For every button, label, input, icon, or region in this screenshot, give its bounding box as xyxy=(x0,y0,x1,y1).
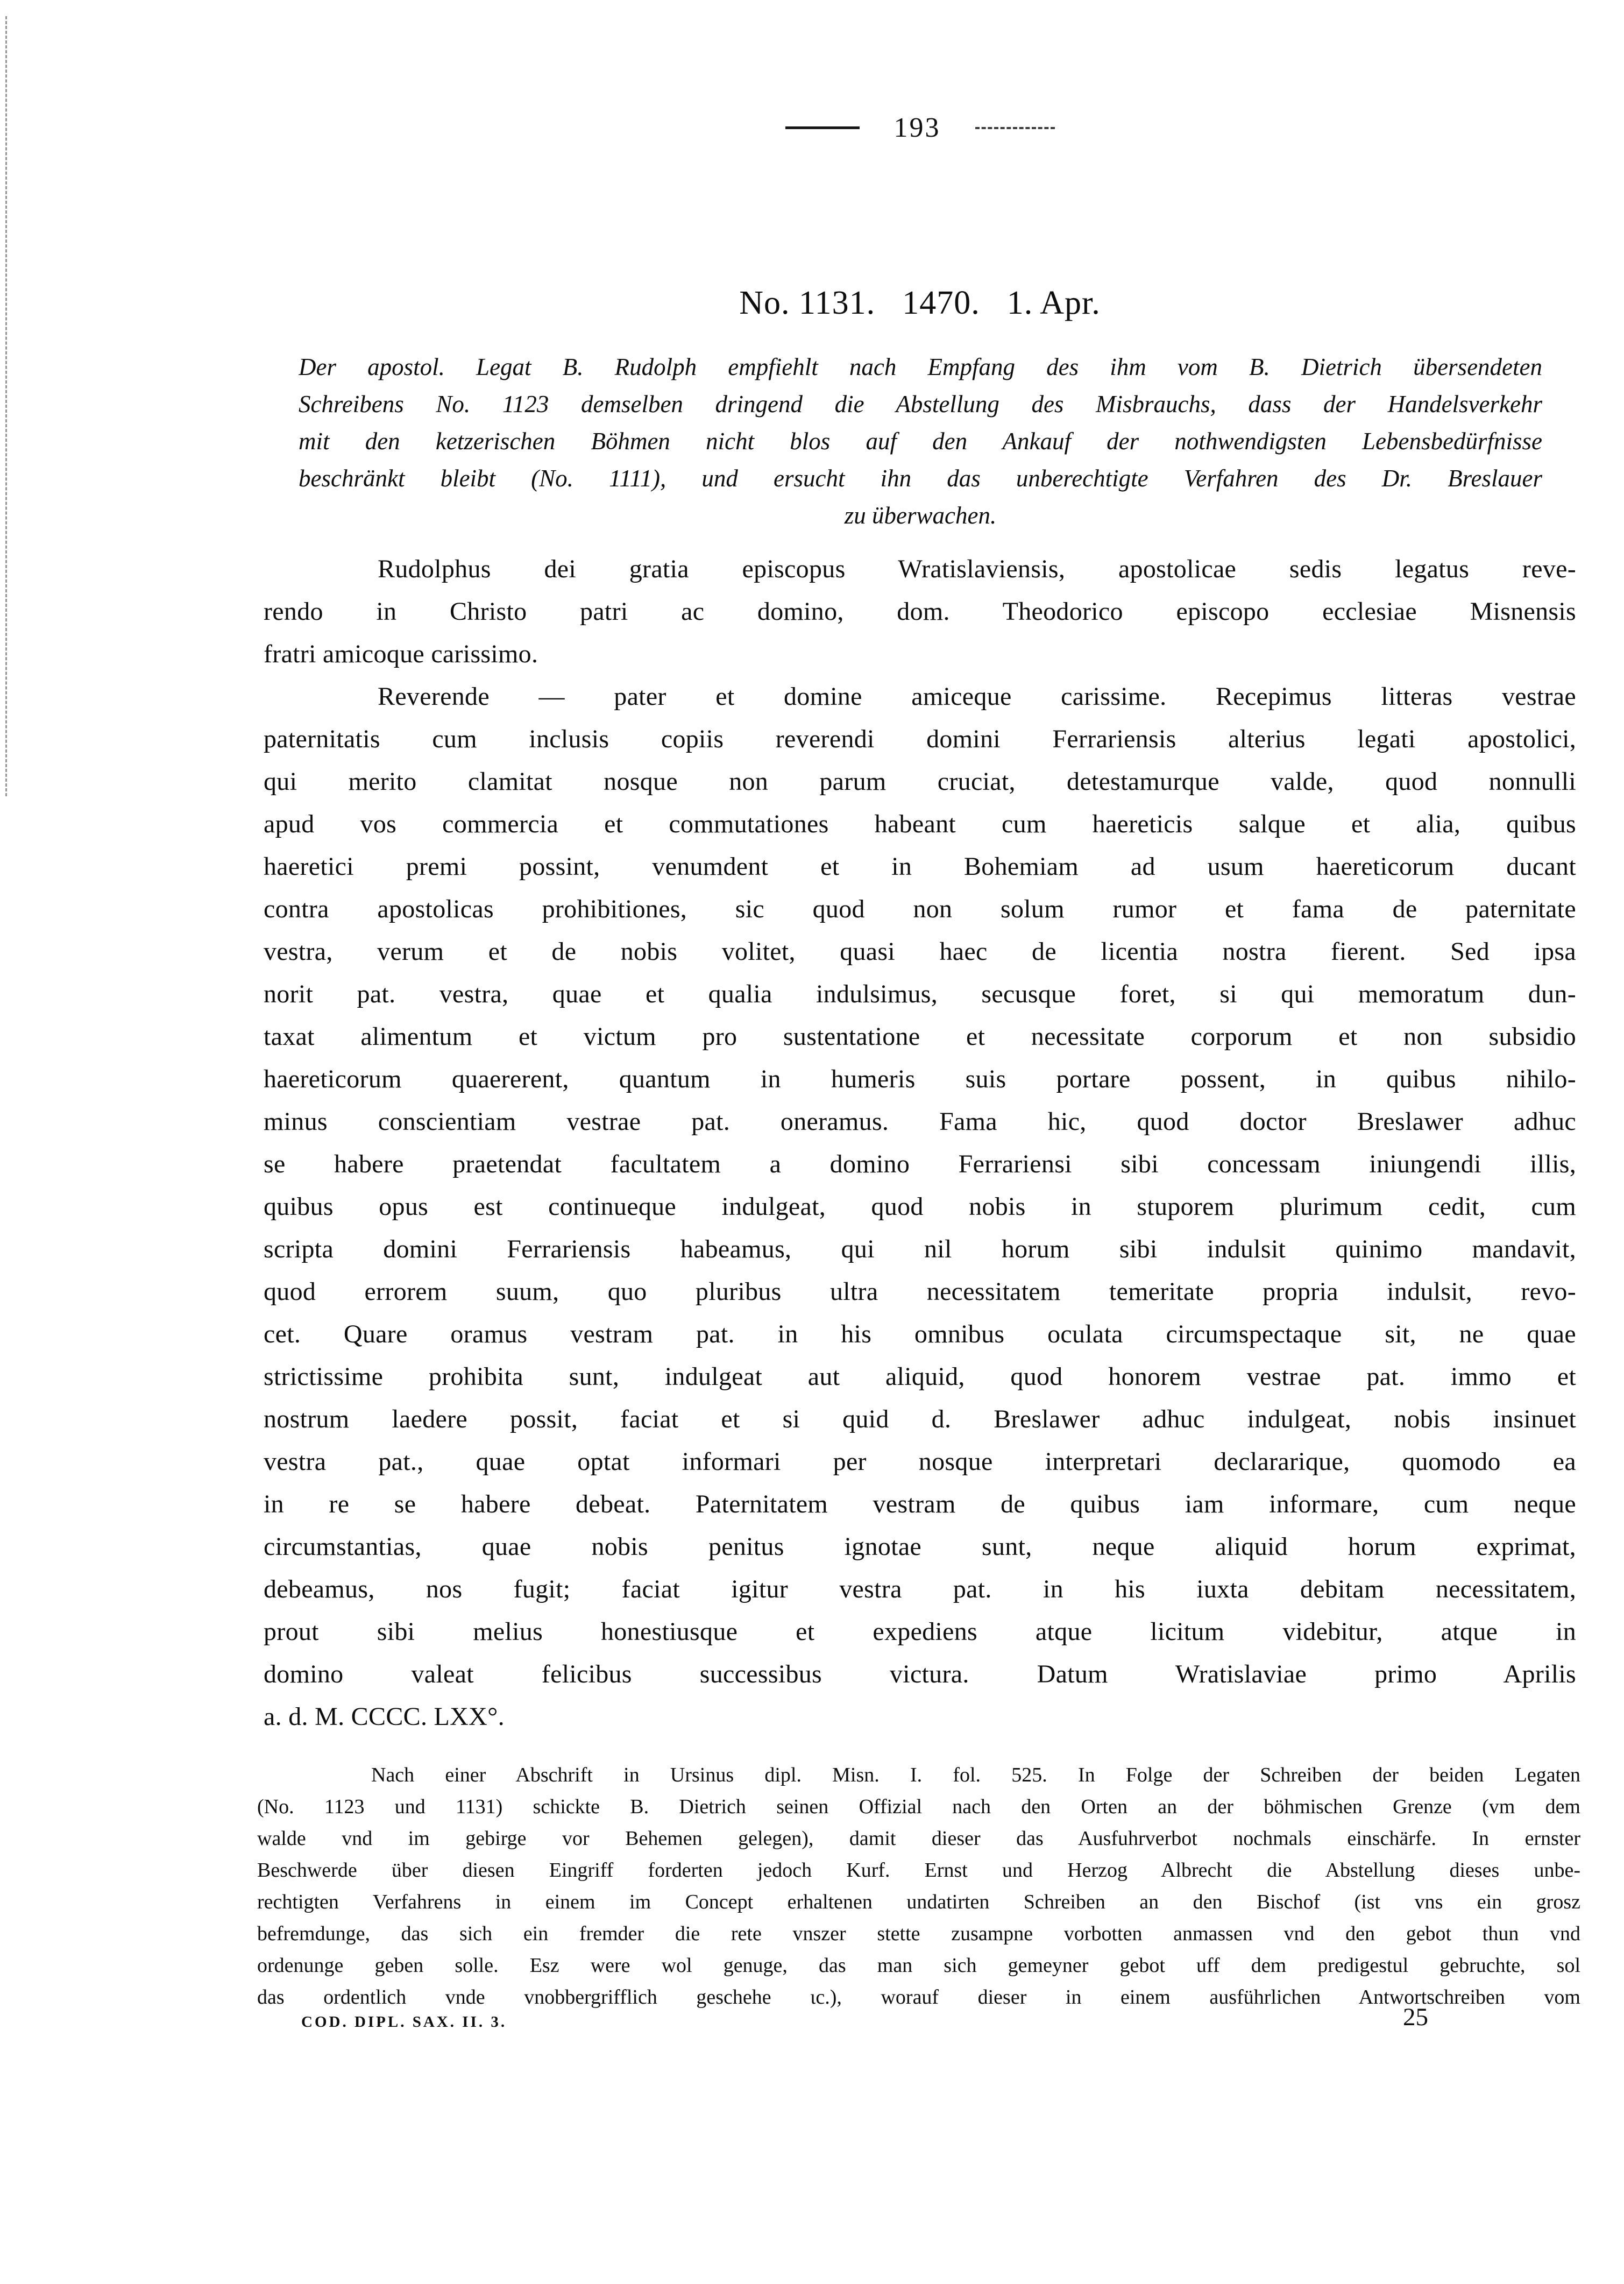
body-line: minus conscientiam vestrae pat. oneramus. Fama hic, quod doctor Breslawer adhuc xyxy=(264,1107,1576,1136)
body-line: paternitatis cum inclusis copiis reverendi domini Ferrariensis alterius legati apostolici, xyxy=(264,725,1576,753)
footnote xyxy=(257,1759,1580,2013)
summary-line: zu überwachen. xyxy=(844,502,997,529)
summary-line: beschränkt bleibt (No. 1111), und ersucht ihn das unberechtigte Verfahren des Dr. Breslauer xyxy=(299,465,1542,492)
body-line: qui merito clamitat nosque non parum cruciat, detestamurque valde, quod nonnulli xyxy=(264,767,1576,796)
body-line: strictissime prohibita sunt, indulgeat aut aliquid, quod honorem vestrae pat. immo et xyxy=(264,1362,1576,1391)
body-line: nostrum laedere possit, faciat et si quid d. Breslawer adhuc indulgeat, nobis insinuet xyxy=(264,1405,1576,1433)
footnote-line: Nach einer Abschrift in Ursinus dipl. Misn. I. fol. 525. In Folge der Schreiben der beiden Legaten xyxy=(371,1764,1580,1786)
page-number: 193 xyxy=(893,112,941,143)
body-line: Rudolphus dei gratia episcopus Wratislaviensis, apostolicae sedis legatus reve- xyxy=(378,555,1576,583)
latin-letter-text xyxy=(264,548,1576,1738)
footnote-line: das ordentlich vnde vnobbergrifflich geschehe ɩc.), worauf dieser in einem ausführlichen Antwortschreiben vom xyxy=(257,1986,1580,2009)
footnote-line: ordenunge geben solle. Esz were wol genuge, das man sich gemeyner gebot uff dem predigestul gebruchte, sol xyxy=(257,1954,1580,1977)
document-number: No. 1131. xyxy=(739,285,876,321)
summary-line: Schreibens No. 1123 demselben dringend die Abstellung des Misbrauchs, dass der Handelsverkehr xyxy=(299,391,1542,418)
footnote-line: walde vnd im gebirge vor Behemen gelegen), damit dieser das Ausfuhrverbot nochmals einschärfe. In ernster xyxy=(257,1827,1580,1850)
summary-regest xyxy=(299,349,1542,534)
body-line: in re se habere debeat. Paternitatem vestram de quibus iam informare, cum neque xyxy=(264,1490,1576,1518)
body-line: scripta domini Ferrariensis habeamus, qui nil horum sibi indulsit quinimo mandavit, xyxy=(264,1235,1576,1263)
body-line: quod errorem suum, quo pluribus ultra necessitatem temeritate propria indulsit, revo- xyxy=(264,1277,1576,1306)
footnote-line: Beschwerde über diesen Eingriff forderten jedoch Kurf. Ernst und Herzog Albrecht die Abstellung dieses unbe- xyxy=(257,1859,1580,1882)
scan-artifact-left-edge xyxy=(5,16,7,796)
footnote-line: befremdunge, das sich ein fremder die rete vnszer stette zusampne vorbotten anmassen vnd den gebot thun vnd xyxy=(257,1922,1580,1945)
body-line: rendo in Christo patri ac domino, dom. Theodorico episcopo ecclesiae Misnensis xyxy=(264,597,1576,626)
document-year: 1470. xyxy=(902,285,980,321)
body-line: prout sibi melius honestiusque et expediens atque licitum videbitur, atque in xyxy=(264,1617,1576,1646)
body-line: fratri amicoque carissimo. xyxy=(264,640,538,668)
header-rule-right xyxy=(975,127,1055,129)
body-line: contra apostolicas prohibitiones, sic quod non solum rumor et fama de paternitate xyxy=(264,895,1576,923)
body-line: debeamus, nos fugit; faciat igitur vestra pat. in his iuxta debitam necessitatem, xyxy=(264,1575,1576,1603)
page-header xyxy=(264,112,1576,144)
sheet-number: 25 xyxy=(1403,2003,1428,2031)
body-line: quibus opus est continueque indulgeat, quod nobis in stuporem plurimum cedit, cum xyxy=(264,1192,1576,1221)
body-line: cet. Quare oramus vestram pat. in his omnibus oculata circumspectaque sit, ne quae xyxy=(264,1320,1576,1348)
series-signature: COD. DIPL. SAX. II. 3. xyxy=(301,2013,507,2031)
body-line: Reverende — pater et domine amiceque carissime. Recepimus litteras vestrae xyxy=(378,682,1576,711)
summary-line: mit den ketzerischen Böhmen nicht blos auf den Ankauf der nothwendigsten Lebensbedürfnisse xyxy=(299,428,1542,455)
summary-line: Der apostol. Legat B. Rudolph empfiehlt nach Empfang des ihm vom B. Dietrich übersendeten xyxy=(299,353,1542,380)
document-date: 1. Apr. xyxy=(1006,285,1101,321)
body-line: haereticorum quaererent, quantum in humeris suis portare possent, in quibus nihilo- xyxy=(264,1065,1576,1093)
header-rule-left xyxy=(785,126,860,129)
body-line: se habere praetendat facultatem a domino Ferrariensi sibi concessam iniungendi illis, xyxy=(264,1150,1576,1178)
body-line: a. d. M. CCCC. LXX°. xyxy=(264,1702,505,1731)
document-heading xyxy=(264,284,1576,322)
footnote-line: (No. 1123 und 1131) schickte B. Dietrich seinen Offizial nach den Orten an der böhmischen Grenze (vm dem xyxy=(257,1795,1580,1818)
body-line: apud vos commercia et commutationes habeant cum haereticis salque et alia, quibus xyxy=(264,810,1576,838)
body-line: haeretici premi possint, venumdent et in Bohemiam ad usum haereticorum ducant xyxy=(264,852,1576,881)
body-line: norit pat. vestra, quae et qualia indulsimus, secusque foret, si qui memoratum dun- xyxy=(264,980,1576,1008)
body-line: domino valeat felicibus successibus victura. Datum Wratislaviae primo Aprilis xyxy=(264,1660,1576,1688)
body-line: vestra, verum et de nobis volitet, quasi haec de licentia nostra fierent. Sed ipsa xyxy=(264,937,1576,966)
body-line: circumstantias, quae nobis penitus ignotae sunt, neque aliquid horum exprimat, xyxy=(264,1532,1576,1561)
body-line: vestra pat., quae optat informari per nosque interpretari declararique, quomodo ea xyxy=(264,1447,1576,1476)
body-line: taxat alimentum et victum pro sustentatione et necessitate corporum et non subsidio xyxy=(264,1022,1576,1051)
footnote-line: rechtigten Verfahrens in einem im Concept erhaltenen undatirten Schreiben an den Bischof (ist vns ein grosz xyxy=(257,1891,1580,1913)
